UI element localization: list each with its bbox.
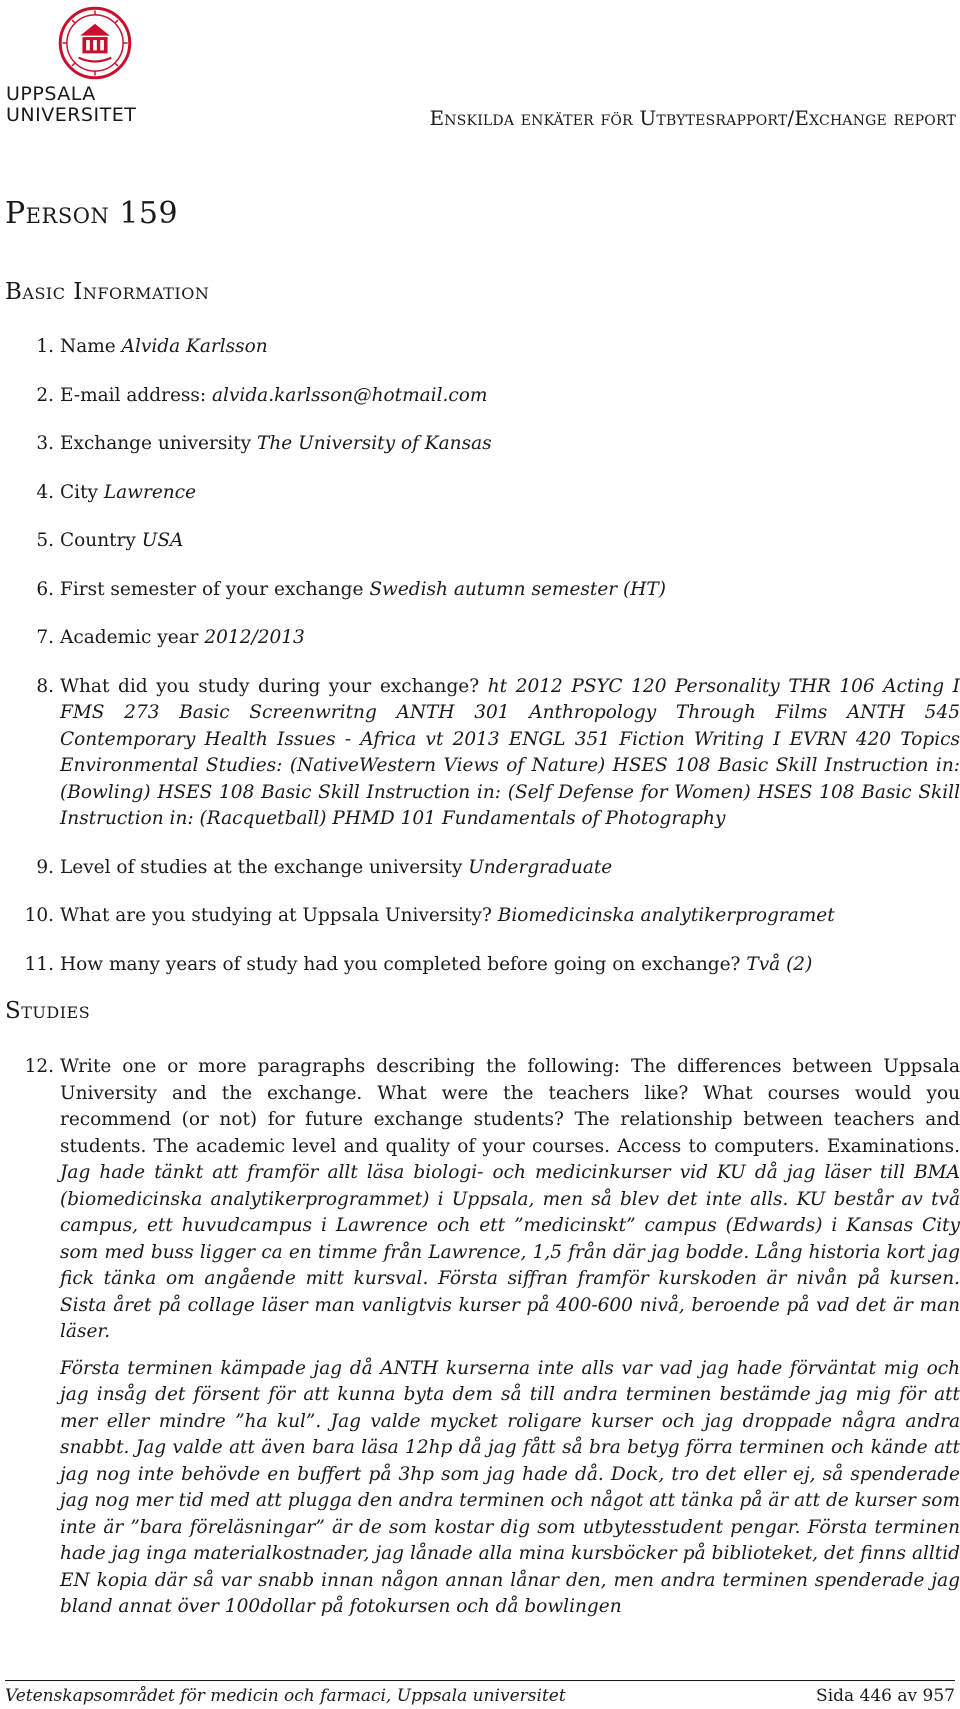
item-number: 9. [36,856,54,878]
item-number: 1. [36,336,54,357]
studies-list [18,1054,960,1643]
item-number: 10. [24,905,54,926]
footer-divider [5,1680,955,1681]
answer-text: Swedish autumn semester (HT) [369,578,666,600]
section-title-basic-information: Basic Information [5,279,210,305]
footer-page-number: Sida 446 av 957 [816,1686,955,1706]
question-text: Country [60,530,136,551]
answer-text: Undergraduate [468,856,613,878]
list-item [18,952,960,979]
question-text: First semester of your exchange [60,578,364,600]
document-header-title: Enskilda enkäter för Utbytesrapport/Exchange report [429,106,956,130]
item-number: 4. [36,481,54,503]
answer-text: Alvida Karlsson [121,336,268,357]
question-text: Level of studies at the exchange university [60,856,463,878]
item-number: 11. [24,953,54,975]
question-text: What are you studying at Uppsala University? [60,905,492,926]
footer-faculty: Vetenskapsområdet för medicin och farmaci, Uppsala universitet [5,1686,566,1706]
list-item [18,480,960,507]
list-item [18,903,960,930]
list-item [18,383,960,410]
answer-text: Biomedicinska analytikerprogramet [497,905,835,926]
list-item [18,1054,960,1621]
item-number: 5. [36,530,54,551]
question-text: E-mail address: [60,384,207,406]
answer-text: Två (2) [746,953,813,975]
item-number: 8. [36,675,54,697]
question-text: Exchange university [60,433,252,454]
question-text: Write one or more paragraphs describing the following: The differences between Uppsala University and the exchange. What were the teachers like? What courses would you recommend (or not) for future exchange students? The relationship between teachers and students. The academic level and quality of your courses. Access to computers. Examinations. [60,1056,960,1157]
list-item [18,674,960,833]
item-number: 12. [24,1056,54,1077]
person-title: Person 159 [5,196,179,231]
list-item [18,528,960,555]
question-text: City [60,481,98,503]
item-number: 2. [36,384,54,406]
item-number: 6. [36,578,54,600]
university-name-line2: UNIVERSITET [6,104,137,126]
item-number: 7. [36,627,54,648]
list-item [18,431,960,458]
list-item [18,334,960,361]
answer-text: USA [141,530,184,551]
university-seal-icon [58,6,132,80]
answer-paragraph-2: Första terminen kämpade jag då ANTH kurserna inte alls var vad jag hade förväntat mig och jag insåg det försent för att kunna byta dem så till andra terminen bestämde jag mig för att mer eller mindre ”ha kul”. Jag valde mycket roligare kurser och jag droppade några andra snabbt. Jag valde att även bara läsa 12hp då jag fått så bra betyg förra terminen och kände att jag nog inte behövde en buffert på 3hp som jag hade då. Dock, tro det eller ej, så spenderade jag nog mer tid med att plugga den andra terminen och något att tänka på är att de kurser som inte är ”bara föreläsningar” är de som kostar dig som utbytesstudent pengar. Första terminen hade jag inga materialkostnader, jag lånade alla mina kursböcker på biblioteket, det finns alltid EN kopia där så var snabb innan någon annan lånar den, men andra terminen spenderade jag bland annat över 100dollar på fotokursen och då bowlingen [60,1357,960,1617]
question-text: What did you study during your exchange? [60,675,480,697]
answer-paragraph-1: Jag hade tänkt att framför allt läsa biologi- och medicinkurser vid KU då jag läser till BMA (biomedicinska analytikerprogrammet) i Uppsala, men så blev det inte alls. KU består av två campus, ett huvudcampus i Lawrence och ett ”medicinskt” campus (Edwards) i Kansas City som med buss ligger ca en timme från Lawrence, 1,5 från där jag bodde. Lång historia kort jag fick tänka om angående mitt kursval. Första siffran framför kurskoden är nivån på kursen. Sista året på collage läser man vanligtvis kurser på 400-600 nivå, beroende på vad det är man läser. [60,1162,960,1342]
university-name-line1: UPPSALA [6,83,96,105]
list-item [18,855,960,882]
list-item [18,625,960,652]
question-text: Academic year [60,627,199,648]
question-text: How many years of study had you completed before going on exchange? [60,953,741,975]
answer-text: The University of Kansas [257,433,492,454]
answer-text: alvida.karlsson@hotmail.com [212,384,488,406]
question-text: Name [60,336,116,357]
answer-text: ht 2012 PSYC 120 Personality THR 106 Acting I FMS 273 Basic Screenwritng ANTH 301 Anthropology Through Films ANTH 545 Contemporary Health Issues - Africa vt 2013 ENGL 351 Fiction Writing I EVRN 420 Topics Environmental Studies: (NativeWestern Views of Nature) HSES 108 Basic Skill Instruction in: (Bowling) HSES 108 Basic Skill Instruction in: (Self Defense for Women) HSES 108 Basic Skill Instruction in: (Racquetball) PHMD 101 Fundamentals of Photography [60,675,960,829]
answer-text: 2012/2013 [204,627,305,648]
basic-information-list [18,334,960,1000]
section-title-studies: Studies [5,998,91,1024]
answer-text: Lawrence [103,481,197,503]
list-item [18,577,960,604]
item-number: 3. [36,433,54,454]
university-name [6,84,166,126]
